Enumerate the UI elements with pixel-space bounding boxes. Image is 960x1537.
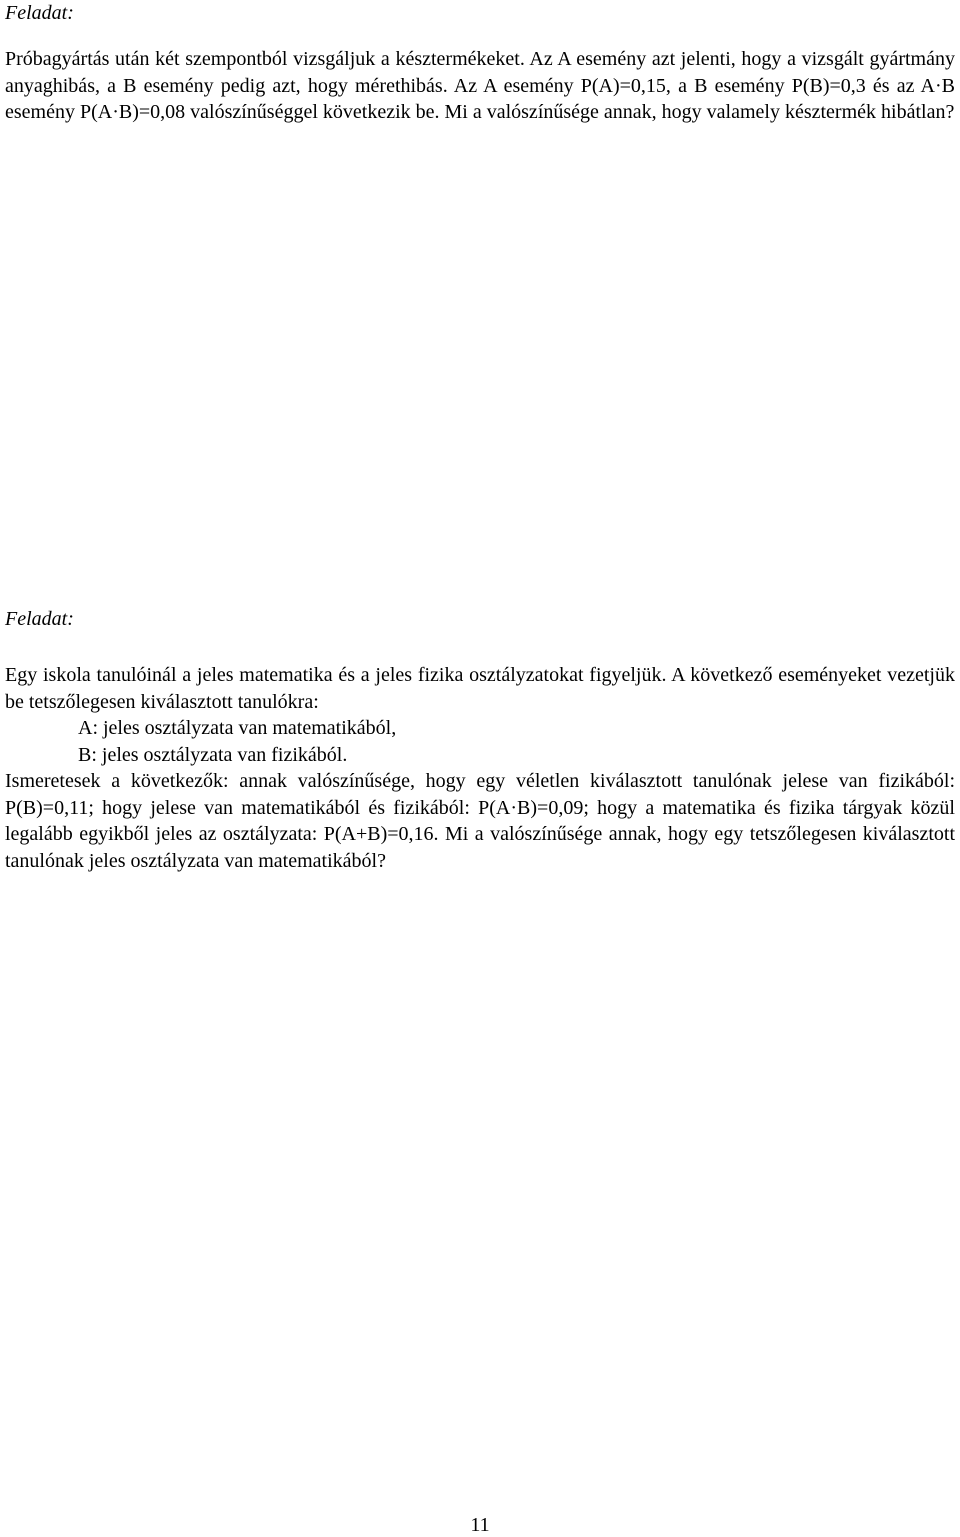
- task2-question: Ismeretesek a következők: annak valószínűsége, hogy egy véletlen kiválasztott tanulónak jelese van fizikából: P(B)=0,11; hogy jelese van matematikából és fizikából: P(A·B)=0,09; hogy a matematika és fizika tárgyak közül legalább egyikből jeles az osztályzata: P(A+B)=0,16. Mi a valószínűsége annak, hogy egy tetszőlegesen kiválasztott tanulónak jeles osztályzata van matematikából?: [5, 770, 955, 872]
- task2-event-a: A: jeles osztályzata van matematikából,: [78, 717, 397, 739]
- task2-heading: Feladat:: [5, 608, 74, 630]
- task2-event-b: B: jeles osztályzata van fizikából.: [78, 743, 348, 766]
- page-number: 11: [470, 1514, 490, 1536]
- task2-body: [5, 662, 955, 874]
- task1-text: Próbagyártás után két szempontból vizsgáljuk a késztermékeket. Az A esemény azt jelenti, hogy a vizsgált gyártmány anyaghibás, a B esemény pedig azt, hogy mérethibás. Az A esemény P(A)=0,15, a B esemény P(B)=0,3 és az A·B esemény P(A·B)=0,08 valószínűséggel következik be. Mi a valószínűsége annak, hogy valamely késztermék hibátlan?: [5, 48, 955, 123]
- task1-heading: Feladat:: [5, 2, 74, 24]
- task2-intro: Egy iskola tanulóinál a jeles matematika és a jeles fizika osztályzatokat figyeljük. A következő eseményeket vezetjük be tetszőlegesen kiválasztott tanulókra:: [5, 664, 955, 713]
